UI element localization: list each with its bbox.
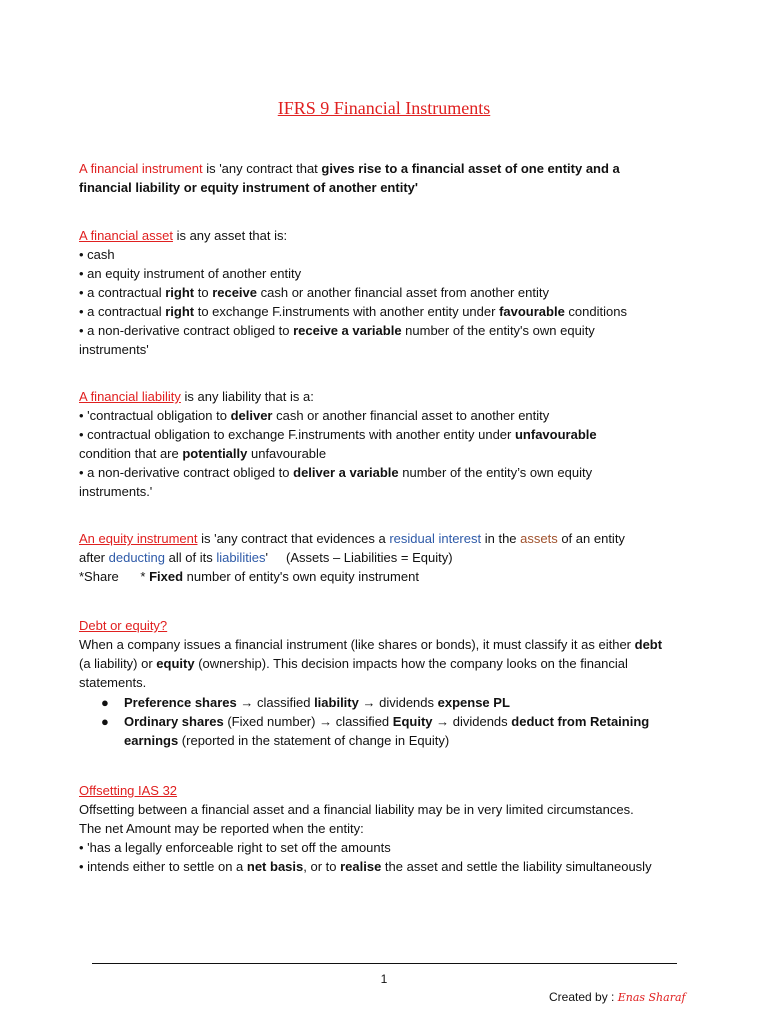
footer-divider <box>92 963 677 964</box>
list-item: • a non-derivative contract obliged to deliver a variable number of the entity’s own equity <box>79 465 593 480</box>
list-item: • a non-derivative contract obliged to receive a variable number of the entity's own equity <box>79 323 595 338</box>
list-item: • intends either to settle on a net basis, or to realise the asset and settle the liability simultaneously <box>79 859 652 874</box>
page-number: 1 <box>380 972 388 986</box>
heading-equity-instrument: An equity instrument <box>79 531 198 546</box>
heading-debt-or-equity: Debt or equity? <box>79 618 168 633</box>
section-financial-instrument: A financial instrument is 'any contract that gives rise to a financial asset of one entity and a financial liability or equity instrument of another entity' <box>79 161 620 195</box>
list-item: • cash <box>79 247 115 262</box>
list-item: • 'contractual obligation to deliver cash or another financial asset to another entity <box>79 408 550 423</box>
heading-financial-asset: A financial asset <box>79 228 173 243</box>
list-item: • a contractual right to exchange F.instruments with another entity under favourable conditions <box>79 304 627 319</box>
bullet-icon: ● <box>101 695 109 710</box>
list-item: • a contractual right to receive cash or another financial asset from another entity <box>79 285 549 300</box>
list-item: • 'has a legally enforceable right to set off the amounts <box>79 840 391 855</box>
page-title: IFRS 9 Financial Instruments <box>277 98 491 118</box>
section-offsetting: Offsetting IAS 32 Offsetting between a financial asset and a financial liability may be in very limited circumstances. The net Amount may be reported when the entity: • 'has a legally enforceable right to set off the amounts • intends either to settle on a net basis, or to realise the asset and settle the liability simultaneously <box>79 781 699 876</box>
list-item-preference-shares: ● Preference shares → classified liability → dividends expense PL <box>101 695 510 710</box>
list-item-ordinary-shares: ● Ordinary shares (Fixed number) → classified Equity → dividends deduct from Retaining <box>101 714 650 729</box>
heading-offsetting: Offsetting IAS 32 <box>79 783 178 798</box>
heading-financial-liability: A financial liability <box>79 389 181 404</box>
author-signature: Enas Sharaf <box>617 991 686 1004</box>
author-credit: Created by : Enas Sharaf <box>549 990 686 1004</box>
bullet-icon: ● <box>101 714 109 729</box>
section-debt-or-equity: Debt or equity? When a company issues a financial instrument (like shares or bonds), it must classify it as either debt (a liability) or equity (ownership). This decision impacts how the company looks on the financial statements. ● Preference shares → classified liability → dividends expense PL ● Ordinary shares (Fixed number) → classified Equity → dividends deduct from Retaining earnings (reported in the statement of change in Equity) <box>79 616 699 750</box>
list-item: • an equity instrument of another entity <box>79 266 302 281</box>
term-financial-instrument: A financial instrument <box>79 161 203 176</box>
section-equity-instrument: An equity instrument is 'any contract that evidences a residual interest in the assets of an entity after deducting all of its liabilities' (Assets – Liabilities = Equity) *Share * Fixed number of entity's own equity instrument <box>79 531 625 584</box>
section-financial-asset: A financial asset is any asset that is: • cash • an equity instrument of another entity • a contractual right to receive cash or another financial asset from another entity • a contractual right to exchange F.instruments with another entity under favourable conditions • a non-derivative contract obliged to receive a variable number of the entity's own equity instruments' <box>79 226 699 359</box>
section-financial-liability: A financial liability is any liability that is a: • 'contractual obligation to deliver cash or another financial asset to another entity • contractual obligation to exchange F.instruments with another entity under unfavourable condition that are potentially unfavourable • a non-derivative contract obliged to deliver a variable number of the entity’s own equity instruments.' <box>79 387 699 501</box>
list-item: • contractual obligation to exchange F.instruments with another entity under unfavourable <box>79 427 597 442</box>
